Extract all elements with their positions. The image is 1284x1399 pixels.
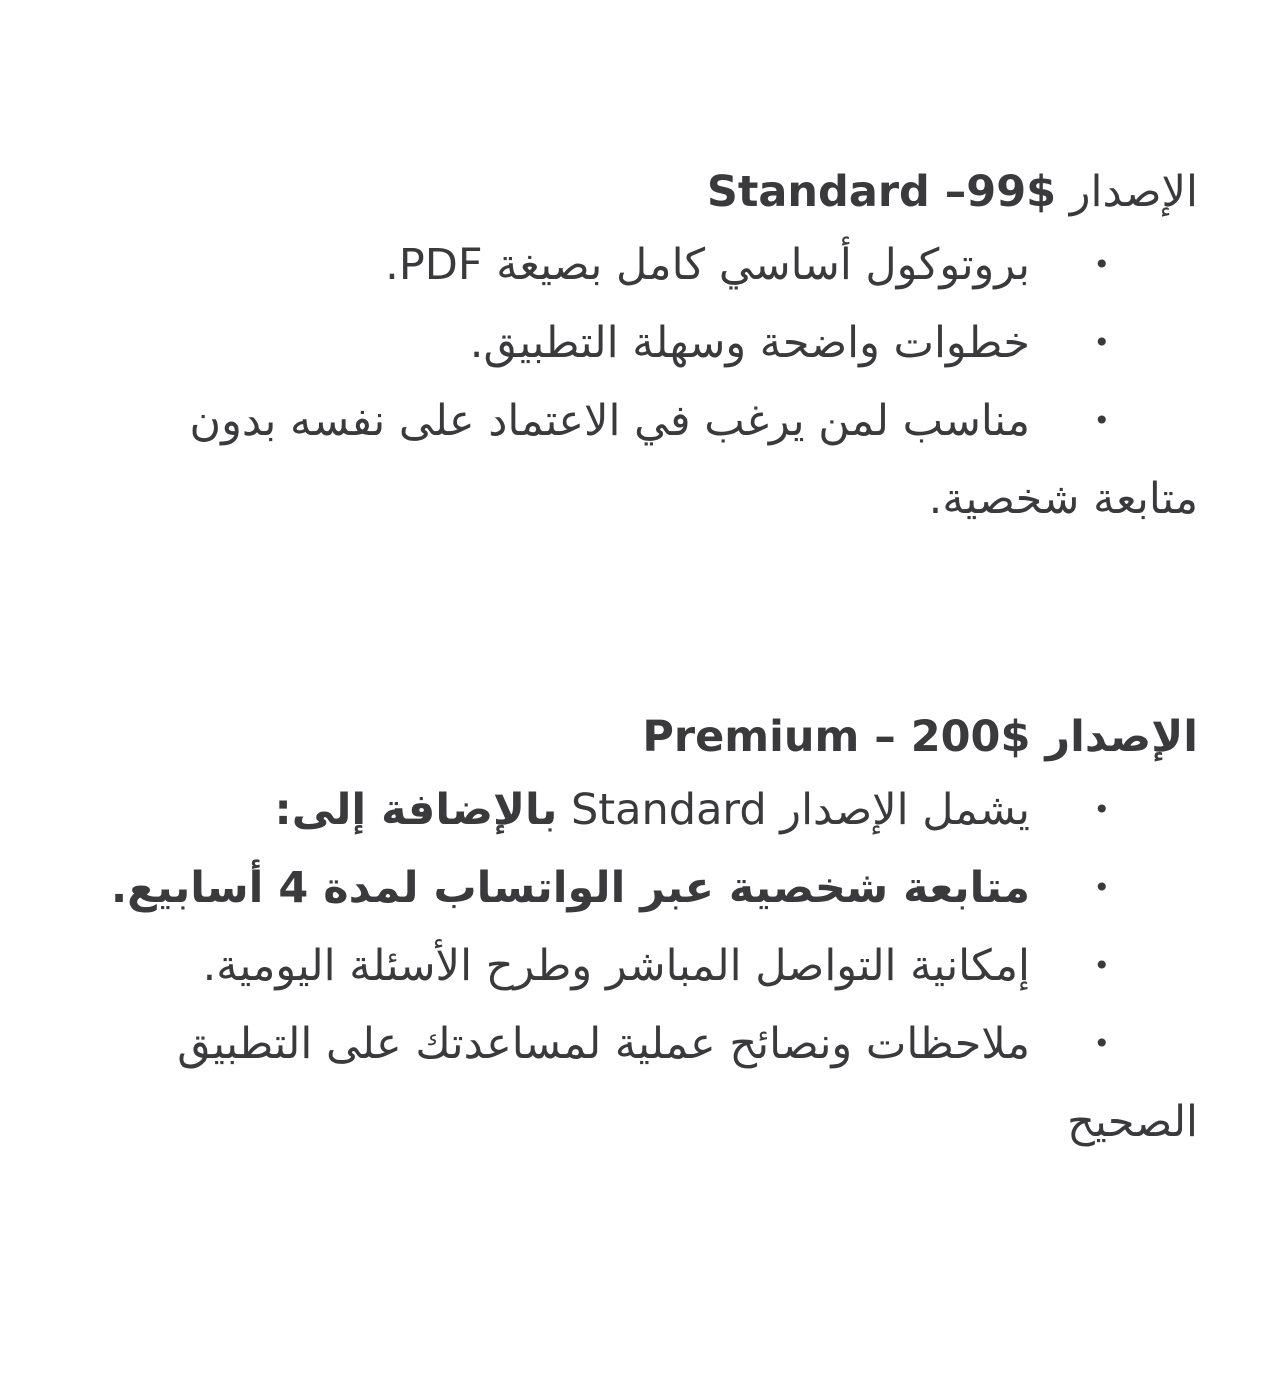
list-item-continuation: متابعة شخصية. [928, 474, 1198, 524]
bullet-icon: • [1093, 404, 1110, 437]
list-item [60, 849, 1198, 927]
list-item-bold-text: متابعة شخصية عبر الواتساب لمدة 4 أسابيع. [110, 863, 1030, 913]
list-item-bold-text: بالإضافة إلى: [274, 785, 558, 835]
premium-heading-title: الإصدار Premium – 200$ [642, 712, 1198, 762]
list-item [60, 304, 1198, 382]
bullet-icon: • [1093, 326, 1110, 359]
standard-heading-title: Standard –99$ [706, 167, 1057, 217]
list-item-text: خطوات واضحة وسهلة التطبيق. [469, 318, 1030, 368]
standard-heading-prefix: الإصدار [1069, 167, 1198, 217]
list-item-text: مناسب لمن يرغب في الاعتماد على نفسه بدون [189, 396, 1030, 446]
bullet-icon: • [1093, 871, 1110, 904]
list-item-text: إمكانية التواصل المباشر وطرح الأسئلة اليومية. [202, 941, 1030, 991]
list-item-text: ملاحظات ونصائح عملية لمساعدتك على التطبيق [177, 1019, 1030, 1069]
document-page [60, 0, 1198, 1399]
bullet-icon: • [1093, 1027, 1110, 1060]
bullet-icon: • [1093, 793, 1110, 826]
list-item [60, 771, 1198, 849]
list-item-text: يشمل الإصدار Standard [571, 785, 1030, 835]
bullet-icon: • [1093, 949, 1110, 982]
list-item [60, 226, 1198, 304]
premium-section [60, 703, 1198, 1161]
premium-heading [60, 703, 1198, 771]
list-item [60, 382, 1198, 538]
bullet-icon: • [1093, 248, 1110, 281]
list-item-continuation: الصحيح [1067, 1097, 1198, 1147]
premium-feature-list [60, 771, 1198, 1161]
standard-feature-list [60, 226, 1198, 538]
standard-heading [60, 158, 1198, 226]
list-item-text: بروتوكول أساسي كامل بصيغة PDF. [385, 240, 1030, 290]
list-item [60, 1005, 1198, 1161]
standard-section [60, 158, 1198, 538]
list-item [60, 927, 1198, 1005]
